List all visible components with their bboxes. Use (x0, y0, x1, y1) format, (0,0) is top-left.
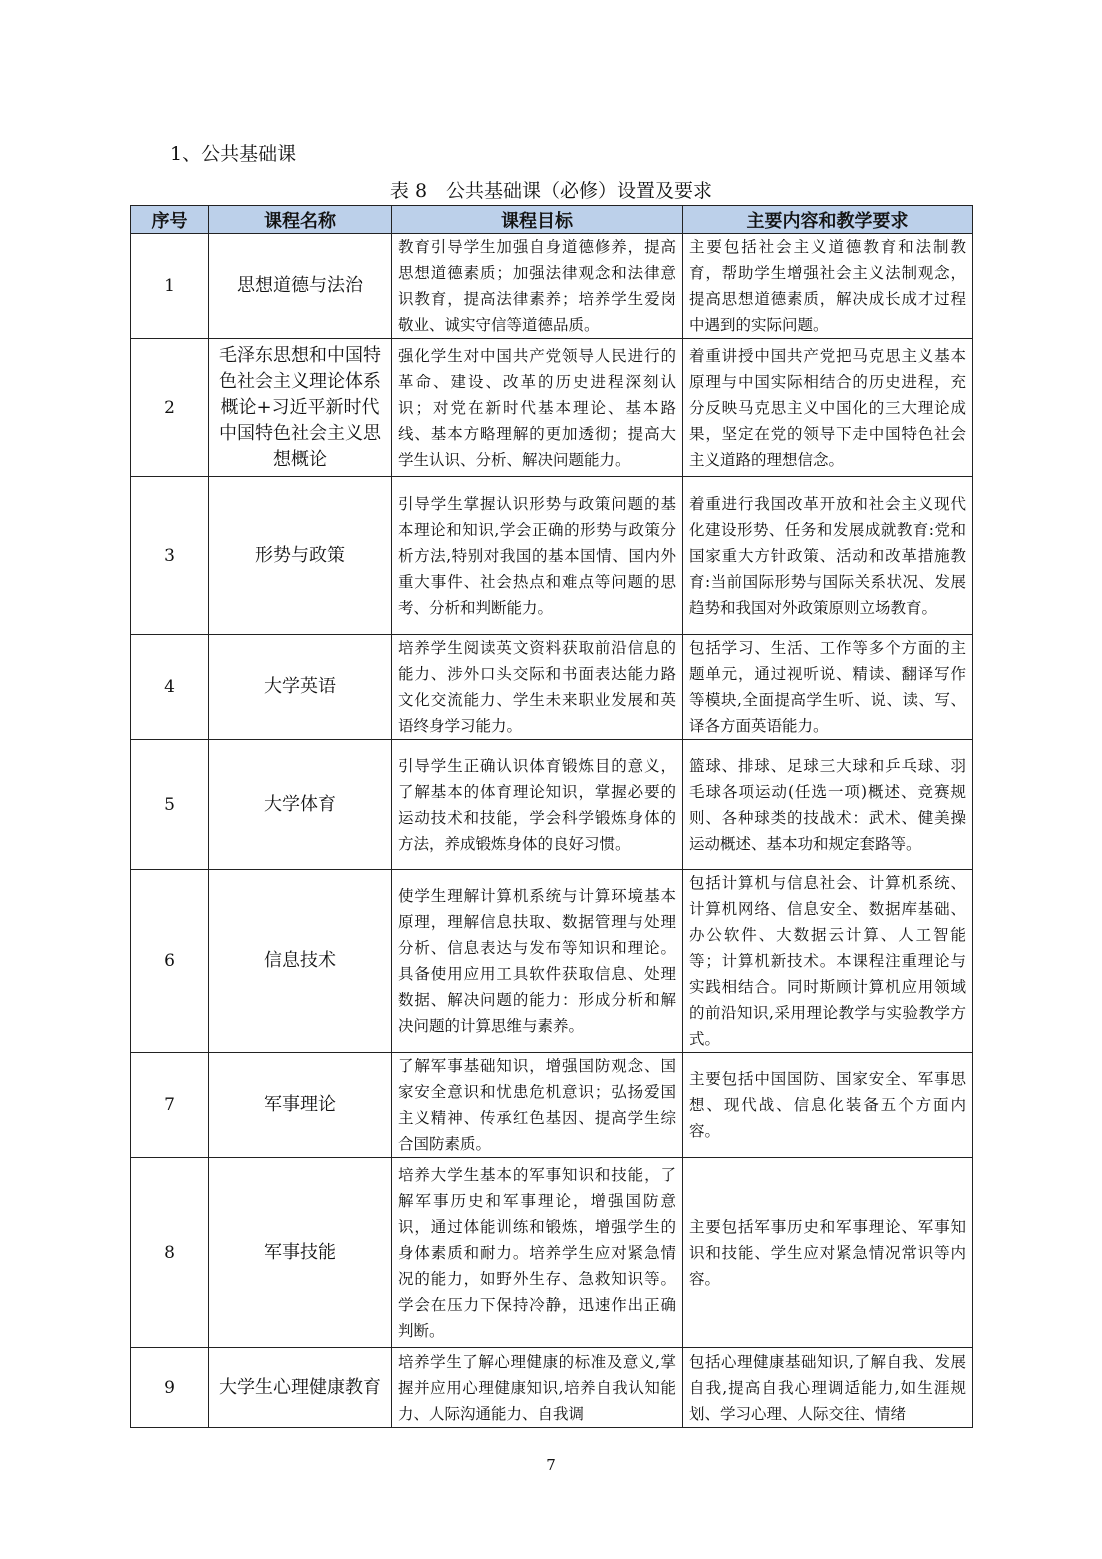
row-seq: 3 (131, 477, 209, 635)
row-seq: 9 (131, 1348, 209, 1428)
row-requirements: 包括计算机与信息社会、计算机系统、计算机网络、信息安全、数据库基础、办公软件、大数据云计算、人工智能等；计算机新技术。本课程注重理论与实践相结合。同时斯顾计算机应用领域的前沿知识,采用理论教学与实验教学方式。 (683, 870, 973, 1053)
row-objective: 引导学生掌握认识形势与政策问题的基本理论和知识,学会正确的形势与政策分析方法,特别对我国的基本国情、国内外重大事件、社会热点和难点等问题的思考、分析和判断能力。 (392, 477, 683, 635)
row-seq: 6 (131, 870, 209, 1053)
header-seq: 序号 (131, 206, 209, 234)
row-requirements: 包括心理健康基础知识,了解自我、发展自我,提高自我心理调适能力,如生涯规划、学习心理、人际交往、情绪 (683, 1348, 973, 1428)
header-course-requirements: 主要内容和教学要求 (683, 206, 973, 234)
row-course-name: 军事技能 (209, 1158, 392, 1348)
row-objective: 使学生理解计算机系统与计算环境基本原理，理解信息扶取、数据管理与处理分析、信息表达与发布等知识和理论。具备使用应用工具软件获取信息、处理数据、解决问题的能力：形成分析和解决问题的计算思维与素养。 (392, 870, 683, 1053)
row-seq: 7 (131, 1053, 209, 1158)
row-course-name: 形势与政策 (209, 477, 392, 635)
row-objective: 培养学生阅读英文资料获取前沿信息的能力、涉外口头交际和书面表达能力路文化交流能力、学生未来职业发展和英语终身学习能力。 (392, 635, 683, 740)
row-requirements: 包括学习、生活、工作等多个方面的主题单元，通过视听说、精读、翻译写作等模块,全面提高学生听、说、读、写、译各方面英语能力。 (683, 635, 973, 740)
row-requirements: 着重讲授中国共产党把马克思主义基本原理与中国实际相结合的历史进程，充分反映马克思主义中国化的三大理论成果，坚定在党的领导下走中国特色社会主义道路的理想信念。 (683, 339, 973, 477)
course-table (130, 205, 973, 1428)
page-number: 7 (546, 1456, 556, 1474)
row-objective: 培养学生了解心理健康的标准及意义,掌握并应用心理健康知识,培养自我认知能力、人际沟通能力、自我调 (392, 1348, 683, 1428)
row-course-name: 信息技术 (209, 870, 392, 1053)
row-requirements: 主要包括军事历史和军事理论、军事知识和技能、学生应对紧急情况常识等内容。 (683, 1158, 973, 1348)
row-course-name: 大学生心理健康教育 (209, 1348, 392, 1428)
row-course-name: 军事理论 (209, 1053, 392, 1158)
table-row (131, 339, 973, 477)
row-seq: 4 (131, 635, 209, 740)
row-course-name: 大学体育 (209, 740, 392, 870)
row-course-name: 毛泽东思想和中国特色社会主义理论体系概论+习近平新时代中国特色社会主义思想概论 (209, 339, 392, 477)
table-row (131, 477, 973, 635)
table-row (131, 234, 973, 339)
row-objective: 了解军事基础知识，增强国防观念、国家安全意识和忧患危机意识；弘扬爱国主义精神、传承红色基因、提高学生综合国防素质。 (392, 1053, 683, 1158)
table-header-row (131, 206, 973, 234)
table-row (131, 870, 973, 1053)
row-objective: 引导学生正确认识体育锻炼目的意义，了解基本的体育理论知识，掌握必要的运动技术和技能，学会科学锻炼身体的方法，养成锻炼身体的良好习惯。 (392, 740, 683, 870)
row-seq: 5 (131, 740, 209, 870)
row-course-name: 大学英语 (209, 635, 392, 740)
table-row (131, 635, 973, 740)
header-course-name: 课程名称 (209, 206, 392, 234)
row-objective: 强化学生对中国共产党领导人民进行的革命、建设、改革的历史进程深刻认识；对党在新时代基本理论、基本路线、基本方略理解的更加透彻；提高大学生认识、分析、解决问题能力。 (392, 339, 683, 477)
row-objective: 培养大学生基本的军事知识和技能，了解军事历史和军事理论，增强国防意识，通过体能训练和锻炼，增强学生的身体素质和耐力。培养学生应对紧急情况的能力，如野外生存、急救知识等。学会在压力下保持冷静，迅速作出正确判断。 (392, 1158, 683, 1348)
header-course-objective: 课程目标 (392, 206, 683, 234)
row-objective: 教育引导学生加强自身道德修养，提高思想道德素质；加强法律观念和法律意识教育，提高法律素养；培养学生爱岗敬业、诚实守信等道德品质。 (392, 234, 683, 339)
row-requirements: 着重进行我国改革开放和社会主义现代化建设形势、任务和发展成就教育:党和国家重大方针政策、活动和改革措施教育:当前国际形势与国际关系状况、发展趋势和我国对外政策原则立场教育。 (683, 477, 973, 635)
row-requirements: 篮球、排球、足球三大球和乒乓球、羽毛球各项运动(任选一项)概述、竞赛规则、各种球类的技战术：武术、健美操运动概述、基本功和规定套路等。 (683, 740, 973, 870)
table-row (131, 1348, 973, 1428)
row-requirements: 主要包括社会主义道德教育和法制教育，帮助学生增强社会主义法制观念，提高思想道德素质，解决成长成才过程中遇到的实际问题。 (683, 234, 973, 339)
section-heading: 1、公共基础课 (170, 143, 297, 165)
table-row (131, 740, 973, 870)
row-course-name: 思想道德与法治 (209, 234, 392, 339)
row-seq: 1 (131, 234, 209, 339)
table-row (131, 1053, 973, 1158)
table-row (131, 1158, 973, 1348)
row-requirements: 主要包括中国国防、国家安全、军事思想、现代战、信息化装备五个方面内容。 (683, 1053, 973, 1158)
row-seq: 2 (131, 339, 209, 477)
table-caption: 表 8 公共基础课（必修）设置及要求 (389, 180, 713, 202)
row-seq: 8 (131, 1158, 209, 1348)
